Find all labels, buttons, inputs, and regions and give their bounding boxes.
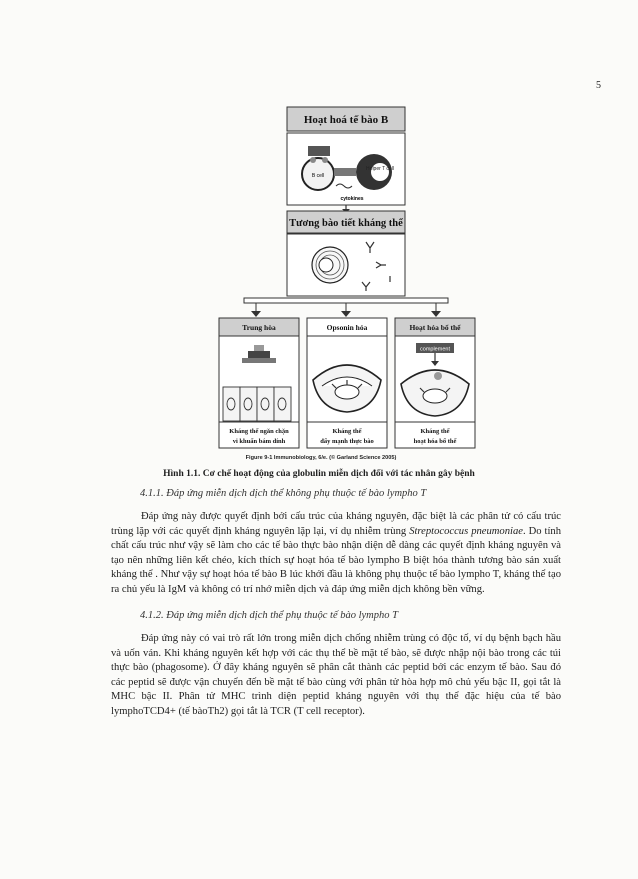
complement-dot xyxy=(434,372,442,380)
section-heading-2: 4.1.2. Đáp ứng miễn dịch dịch thể phụ thuộc tế bào lympho T xyxy=(140,610,398,621)
activation-image-box xyxy=(287,133,405,205)
cytokines-label: cytokines xyxy=(340,196,364,202)
b-cell-label: B cell xyxy=(311,173,325,179)
paragraph-text-end: . Do tính chất cấu trúc như vậy sẽ làm cho các tế bào thực bào nhận diện dễ dàng các quyết định kháng nguyên và tạo nên những liên kết chéo, kích thích sự hoạt hóa tế bào lympho B biệt hóa thành tương bào sản xuất kháng thể . Như vậy sự hoạt hóa tế bào B lúc khởi đầu là không phụ thuộc tế bào lympho T, kháng thể tạo ra chủ yếu là IgM và không có trí nhớ miễn dịch và đáp ứng miễn dịch không bền vững. xyxy=(111,525,562,595)
antigen-block xyxy=(308,146,330,156)
branch-arrows xyxy=(244,298,448,312)
mhc-tcr-link xyxy=(334,168,356,176)
section-paragraph-1 xyxy=(111,510,561,598)
paragraph-text: Đáp ứng này có vai trò rất lớn trong miễn dịch chống nhiễm trùng có độc tố, ví dụ bệnh bạch hầu và uốn ván. Khi kháng nguyên kết hợp với các thụ thể bề mặt tế bào, sẽ được nhập nội bào trong các túi thực bào (phagosome). Ở đây kháng nguyên sẽ phân cắt thành các peptid bởi các enzym tế bào. Sau đó các peptid sẽ được vận chuyển đến bề mặt tế bào cùng với phân tử hòa hợp mô chủ yếu bậc II, gọi tắt là MHC bậc II. Phân tử MHC trình diện peptid kháng nguyên với thụ thể đặc hiệu của tế bào lymphoTCD4+ (tế bàoTh2) gọi tắt là TCR (T cell receptor). xyxy=(111,633,561,717)
panel-desc-line1: Kháng thể ngăn chặn xyxy=(229,428,289,435)
panel-desc-line2: đẩy mạnh thực bào xyxy=(320,438,374,445)
complement-label: complement xyxy=(420,346,450,353)
panel-desc-line1: Kháng thể xyxy=(332,428,362,435)
panel-desc-line2: hoạt hóa bổ thể xyxy=(413,438,457,445)
panel-title: Trung hòa xyxy=(242,323,276,332)
panel-opsonization xyxy=(307,318,387,448)
panel-complement-activation xyxy=(395,318,475,448)
panel-neutralization xyxy=(219,318,299,448)
panel-title: Hoạt hóa bổ thể xyxy=(409,323,461,332)
paragraph-text-start: Đáp ứng này được quyết định bởi cấu trúc của kháng nguyên, đặc biệt là các phân tử có cấu trúc trùng lặp với các quyết định kháng nguyên lặp lại, ví dụ nhiễm trùng xyxy=(111,511,561,537)
bacterium-shape xyxy=(335,385,359,399)
figure-caption: Hình 1.1. Cơ chế hoạt động của globulin miễn dịch đối với tác nhân gây bệnh xyxy=(163,469,475,479)
species-name: Streptococcus pneumoniae xyxy=(409,525,523,537)
title-box-middle xyxy=(287,211,405,233)
panel-desc-line2: vi khuẩn bám dính xyxy=(232,438,286,445)
section-paragraph-2 xyxy=(111,632,561,720)
section-heading-1: 4.1.1. Đáp ứng miễn dịch dịch thể không phụ thuộc tế bào lympho T xyxy=(140,488,427,499)
title-box-top xyxy=(287,107,405,131)
page-number: 5 xyxy=(596,80,601,91)
panel-desc-line1: Kháng thể xyxy=(420,428,450,435)
title-middle-text: Tương bào tiết kháng thể xyxy=(289,218,403,229)
plasma-cell-box xyxy=(287,234,405,296)
title-top-text: Hoạt hoá tế bào B xyxy=(303,114,389,126)
panel-title: Opsonin hóa xyxy=(326,323,368,332)
epithelial-cells xyxy=(223,387,291,421)
figure-credit: Figure 9-1 Immunobiology, 6/e. (© Garland Science 2005) xyxy=(245,455,397,461)
helper-label: Helper T cell xyxy=(366,166,394,172)
